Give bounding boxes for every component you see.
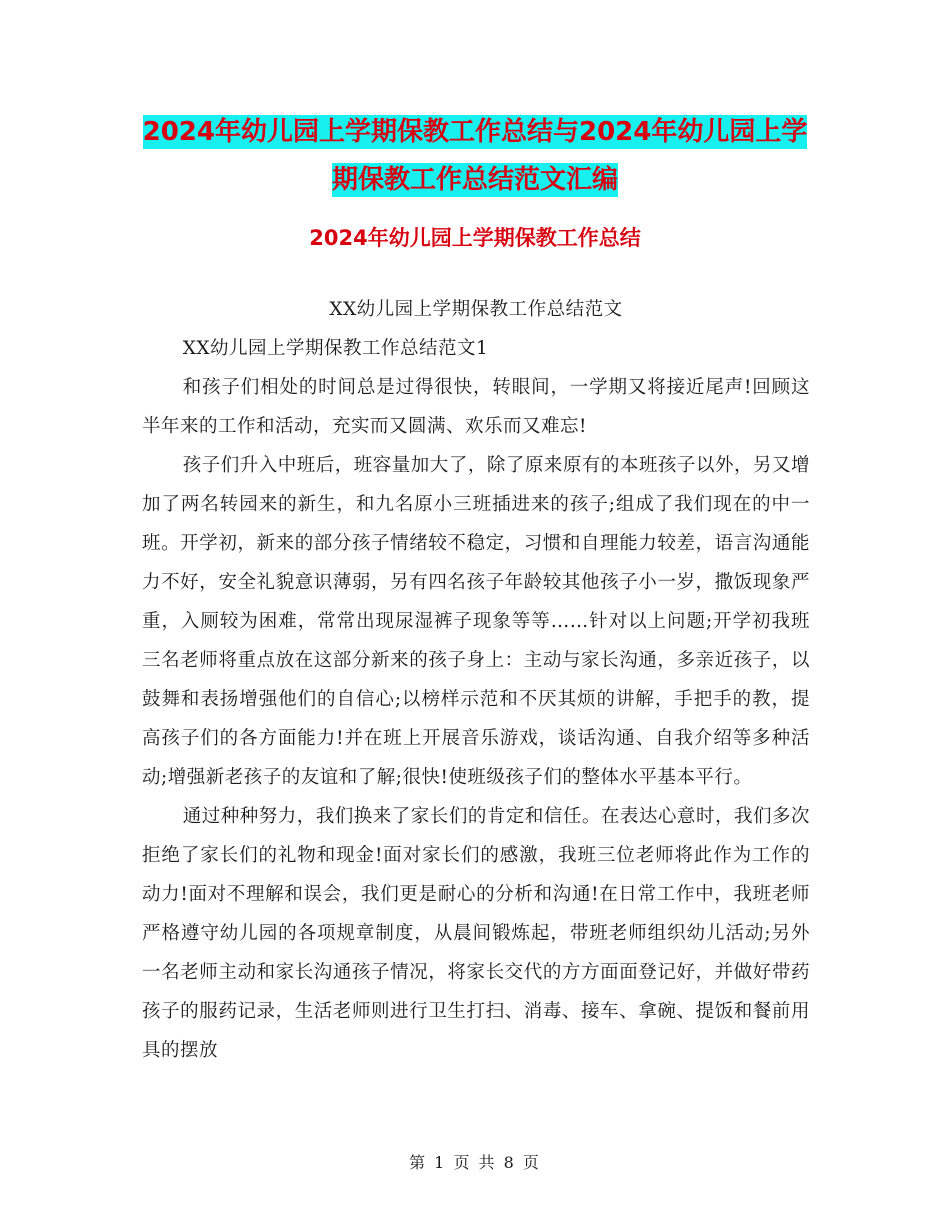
main-title-highlight: 2024年幼儿园上学期保教工作总结与2024年幼儿园上学期保教工作总结范文汇编 [142, 117, 808, 195]
paragraph-4: 通过种种努力，我们换来了家长们的肯定和信任。在表达心意时，我们多次拒绝了家长们的礼物和现金!面对家长们的感激，我班三位老师将此作为工作的动力!面对不理解和误会，我们更是耐心的分析和沟通!在日常工作中，我班老师严格遵守幼儿园的各项规章制度，从晨间锻炼起，带班老师组织幼儿活动;另外一名老师主动和家长沟通孩子情况，将家长交代的方方面面登记好，并做好带药孩子的服药记录，生活老师则进行卫生打扫、消毒、接车、拿碗、提饭和餐前用具的摆放 [142, 806, 810, 1061]
center-heading: XX幼儿园上学期保教工作总结范文 [329, 299, 623, 320]
paragraph-3: 孩子们升入中班后，班容量加大了，除了原来原有的本班孩子以外，另又增加了两名转园来的新生，和九名原小三班插进来的孩子;组成了我们现在的中一班。开学初，新来的部分孩子情绪较不稳定，习惯和自理能力较差，语言沟通能力不好，安全礼貌意识薄弱，另有四名孩子年龄较其他孩子小一岁，撒饭现象严重，入厕较为困难，常常出现尿湿裤子现象等等……针对以上问题;开学初我班三名老师将重点放在这部分新来的孩子身上：主动与家长沟通，多亲近孩子，以鼓舞和表扬增强他们的自信心;以榜样示范和不厌其烦的讲解，手把手的教，提高孩子们的各方面能力!并在班上开展音乐游戏，谈话沟通、自我介绍等多种活动;增强新老孩子的友谊和了解;很快!使班级孩子们的整体水平基本平行。 [142, 455, 810, 788]
document-main-title [140, 108, 810, 204]
document-body [142, 290, 810, 1070]
paragraph-2: 和孩子们相处的时间总是过得很快，转眼间，一学期又将接近尾声!回顾这半年来的工作和活动，充实而又圆满、欢乐而又难忘! [142, 377, 810, 437]
section-title: 2024年幼儿园上学期保教工作总结 [309, 226, 641, 250]
paragraph-1: XX幼儿园上学期保教工作总结范文1 [182, 338, 489, 359]
page-number-footer: 第 1 页 共 8 页 [409, 1153, 541, 1172]
